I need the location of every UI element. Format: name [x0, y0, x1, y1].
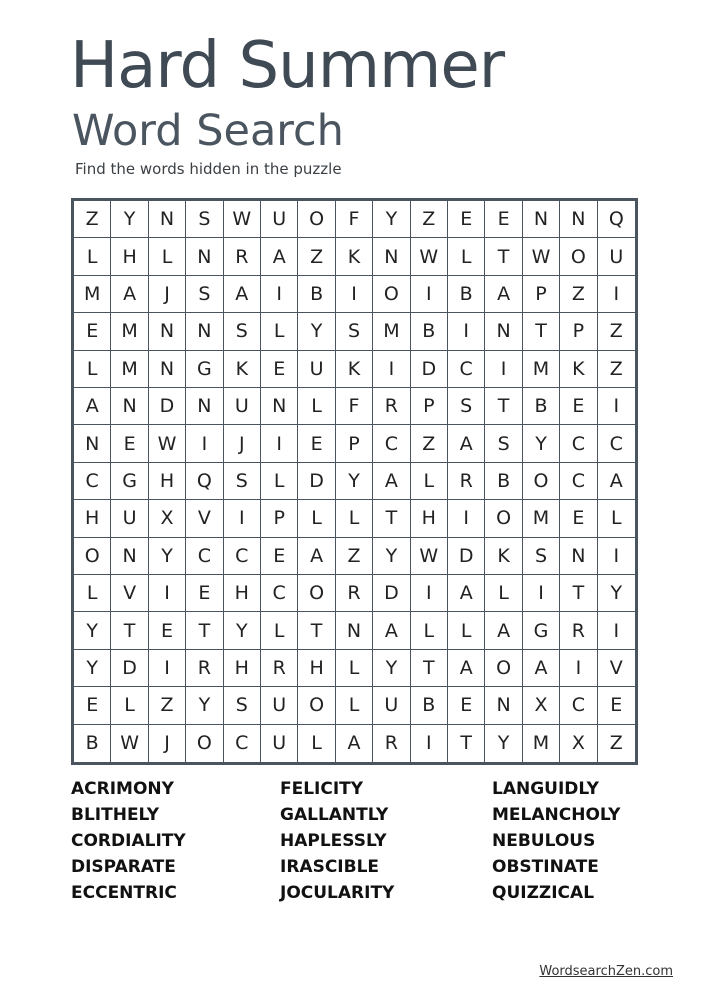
grid-cell: G: [111, 463, 148, 500]
grid-cell: E: [111, 425, 148, 462]
grid-cell: L: [261, 612, 298, 649]
grid-cell: R: [224, 238, 261, 275]
grid-cell: C: [560, 425, 597, 462]
grid-cell: W: [149, 425, 186, 462]
grid-cell: D: [149, 388, 186, 425]
grid-cell: C: [224, 538, 261, 575]
grid-cell: N: [149, 313, 186, 350]
grid-cell: I: [523, 575, 560, 612]
grid-cell: U: [598, 238, 635, 275]
grid-cell: Y: [186, 687, 223, 724]
grid-cell: Z: [609, 732, 623, 755]
grid-cell: L: [261, 313, 298, 350]
grid-cell: B: [448, 276, 485, 313]
page-title: Hard Summer: [70, 29, 505, 103]
grid-cell: Z: [411, 425, 448, 462]
grid-cell: L: [336, 650, 373, 687]
grid-cell: A: [485, 276, 522, 313]
grid-cell: Y: [485, 725, 522, 762]
grid-cell: E: [560, 388, 597, 425]
grid-cell: P: [261, 500, 298, 537]
grid-cell: Z: [598, 351, 635, 388]
grid-cell: N: [186, 388, 223, 425]
grid-cell: O: [186, 725, 223, 762]
grid-cell: A: [224, 276, 261, 313]
grid-cell: K: [560, 351, 597, 388]
grid-cell: E: [448, 201, 485, 238]
grid-cell: N: [186, 313, 223, 350]
grid-cell: I: [448, 500, 485, 537]
grid-cell: T: [560, 575, 597, 612]
grid-cell: J: [149, 276, 186, 313]
grid-cell: Z: [411, 201, 448, 238]
grid-cell: A: [373, 612, 410, 649]
grid-cell: Y: [373, 538, 410, 575]
grid-cell: S: [224, 313, 261, 350]
grid-cell: S: [186, 276, 223, 313]
grid-cell: K: [336, 351, 373, 388]
word-item: FELICITY: [280, 779, 364, 799]
grid-cell: A: [373, 463, 410, 500]
word-item: MELANCHOLY: [492, 805, 621, 825]
grid-cell: E: [149, 612, 186, 649]
grid-cell: G: [186, 351, 223, 388]
grid-cell: N: [111, 388, 148, 425]
grid-cell: Z: [598, 313, 635, 350]
grid-cell: N: [560, 201, 597, 238]
grid-cell: I: [485, 351, 522, 388]
grid-cell: I: [261, 276, 298, 313]
grid-cell: Y: [598, 575, 635, 612]
grid-cell: H: [224, 575, 261, 612]
word-item: IRASCIBLE: [280, 857, 380, 877]
grid-cell: W: [111, 725, 148, 762]
grid-cell: P: [336, 425, 373, 462]
grid-cell: X: [523, 687, 560, 724]
grid-cell: W: [411, 538, 448, 575]
grid-cell: S: [448, 388, 485, 425]
grid-cell: A: [598, 463, 635, 500]
grid-cell: N: [186, 238, 223, 275]
grid-cell: L: [74, 575, 111, 612]
word-item: NEBULOUS: [492, 831, 596, 851]
grid-cell: W: [523, 238, 560, 275]
grid-cell: C: [373, 425, 410, 462]
grid-cell: G: [523, 612, 560, 649]
grid-cell: U: [261, 687, 298, 724]
word-item: JOCULARITY: [280, 883, 395, 903]
grid-cell: B: [485, 463, 522, 500]
grid-cell: I: [411, 725, 448, 762]
instructions-text: Find the words hidden in the puzzle: [75, 160, 342, 178]
grid-cell: B: [411, 687, 448, 724]
grid-cell: V: [598, 650, 635, 687]
grid-cell: A: [111, 276, 148, 313]
grid-cell: Y: [74, 612, 111, 649]
grid-cell: T: [523, 313, 560, 350]
grid-cell: R: [336, 575, 373, 612]
grid-cell: T: [448, 725, 485, 762]
grid-cell: L: [298, 388, 335, 425]
grid-cell: N: [523, 201, 560, 238]
grid-cell: L: [598, 500, 635, 537]
grid-cell: S: [186, 201, 223, 238]
grid-cell: M: [373, 313, 410, 350]
grid-cell: M: [111, 313, 148, 350]
grid-cell: K: [485, 538, 522, 575]
word-item: ACRIMONY: [71, 779, 174, 799]
grid-cell: M: [74, 276, 111, 313]
grid-cell: I: [373, 351, 410, 388]
grid-cell: O: [523, 463, 560, 500]
grid-cell: F: [336, 201, 373, 238]
grid-cell: C: [74, 463, 111, 500]
grid-cell: C: [186, 538, 223, 575]
grid-cell: L: [448, 238, 485, 275]
page-subtitle: Word Search: [72, 106, 344, 156]
grid-cell: J: [224, 425, 261, 462]
grid-cell: I: [224, 500, 261, 537]
grid-cell: N: [261, 388, 298, 425]
grid-cell: B: [523, 388, 560, 425]
grid-cell: Y: [373, 650, 410, 687]
grid-cell: W: [224, 201, 261, 238]
grid-cell: C: [598, 425, 635, 462]
grid-cell: E: [448, 687, 485, 724]
grid-cell: O: [298, 201, 335, 238]
grid-cell: N: [74, 425, 111, 462]
grid-cell: N: [485, 313, 522, 350]
grid-cell: I: [598, 388, 635, 425]
grid-cell: O: [485, 500, 522, 537]
grid-cell: Y: [111, 201, 148, 238]
grid-cell: C: [261, 575, 298, 612]
grid-cell: Y: [336, 463, 373, 500]
grid-cell: R: [373, 725, 410, 762]
grid-cell: Y: [523, 425, 560, 462]
grid-cell: R: [448, 463, 485, 500]
grid-cell: Z: [336, 538, 373, 575]
grid-cell: Y: [149, 538, 186, 575]
grid-cell: N: [111, 538, 148, 575]
grid-cell: Y: [224, 612, 261, 649]
grid-cell: R: [186, 650, 223, 687]
grid-cell: L: [74, 351, 111, 388]
grid-cell: P: [411, 388, 448, 425]
grid-cell: N: [336, 612, 373, 649]
grid-cell: H: [411, 500, 448, 537]
grid-cell: E: [261, 538, 298, 575]
grid-cell: U: [373, 687, 410, 724]
grid-cell: T: [111, 612, 148, 649]
grid-cell: L: [149, 238, 186, 275]
grid-cell: C: [448, 351, 485, 388]
grid-cell: M: [523, 500, 560, 537]
grid-cell: E: [560, 500, 597, 537]
grid-cell: S: [336, 313, 373, 350]
grid-cell: N: [149, 351, 186, 388]
grid-cell: C: [560, 463, 597, 500]
grid-cell: O: [298, 687, 335, 724]
grid-cell: L: [448, 612, 485, 649]
grid-cell: R: [560, 612, 597, 649]
grid-cell: E: [74, 313, 111, 350]
grid-cell: V: [186, 500, 223, 537]
grid-cell: I: [411, 575, 448, 612]
grid-cell: L: [336, 500, 373, 537]
grid-cell: Z: [149, 687, 186, 724]
grid-cell: L: [411, 612, 448, 649]
grid-cell: M: [111, 351, 148, 388]
grid-cell: A: [485, 612, 522, 649]
grid-cell: N: [485, 687, 522, 724]
grid-cell: U: [111, 500, 148, 537]
grid-cell: O: [298, 575, 335, 612]
grid-cell: N: [149, 201, 186, 238]
grid-cell: X: [149, 500, 186, 537]
grid-cell: D: [411, 351, 448, 388]
grid-cell: S: [224, 463, 261, 500]
grid-cell: P: [523, 276, 560, 313]
word-item: OBSTINATE: [492, 857, 599, 877]
grid-cell: N: [373, 238, 410, 275]
grid-cell: H: [74, 500, 111, 537]
grid-cell: A: [261, 238, 298, 275]
grid-cell: X: [560, 725, 597, 762]
grid-cell: J: [149, 725, 186, 762]
grid-cell: L: [411, 463, 448, 500]
grid-cell: U: [261, 201, 298, 238]
grid-cell: B: [298, 276, 335, 313]
word-item: ECCENTRIC: [71, 883, 177, 903]
grid-cell: U: [261, 725, 298, 762]
footer-site-link[interactable]: WordsearchZen.com: [539, 964, 673, 979]
grid-cell: A: [448, 650, 485, 687]
grid-cell: I: [186, 425, 223, 462]
word-item: HAPLESSLY: [280, 831, 387, 851]
grid-cell: T: [186, 612, 223, 649]
grid-cell: L: [485, 575, 522, 612]
grid-cell: L: [336, 687, 373, 724]
word-list-column: [71, 776, 186, 906]
grid-cell: O: [560, 238, 597, 275]
grid-cell: W: [411, 238, 448, 275]
grid-cell: E: [74, 687, 111, 724]
grid-cell: Y: [373, 201, 410, 238]
grid-cell: O: [74, 538, 111, 575]
grid-cell: Q: [186, 463, 223, 500]
grid-cell: T: [298, 612, 335, 649]
word-list-column: [492, 776, 620, 906]
grid-cell: I: [598, 276, 635, 313]
word-list: [0, 776, 707, 906]
grid-cell: S: [224, 687, 261, 724]
grid-cell: M: [523, 351, 560, 388]
grid-cell: L: [298, 500, 335, 537]
grid-cell: A: [74, 388, 111, 425]
grid-cell: H: [224, 650, 261, 687]
word-item: DISPARATE: [71, 857, 176, 877]
grid-cell: I: [411, 276, 448, 313]
grid-cell: I: [598, 538, 635, 575]
grid-cell: I: [261, 425, 298, 462]
grid-cell: A: [336, 725, 373, 762]
grid-cell: Z: [560, 276, 597, 313]
grid-cell: H: [149, 463, 186, 500]
grid-cell: L: [74, 238, 111, 275]
grid-cell: H: [111, 238, 148, 275]
grid-cell: H: [298, 650, 335, 687]
grid-cell: B: [411, 313, 448, 350]
grid-cell: I: [149, 575, 186, 612]
grid-cell: I: [598, 612, 635, 649]
grid-cell: L: [298, 725, 335, 762]
grid-cell: O: [485, 650, 522, 687]
grid-cell: K: [336, 238, 373, 275]
grid-cell: E: [261, 351, 298, 388]
grid-cell: D: [373, 575, 410, 612]
grid-cell: L: [111, 687, 148, 724]
grid-cell: F: [336, 388, 373, 425]
grid-cell: Y: [74, 650, 111, 687]
grid-cell: E: [598, 687, 635, 724]
grid-cell: Z: [74, 201, 111, 238]
grid-cell: T: [485, 388, 522, 425]
word-item: GALLANTLY: [280, 805, 389, 825]
grid-cell: Y: [298, 313, 335, 350]
grid-cell: I: [448, 313, 485, 350]
grid-cell: C: [560, 687, 597, 724]
word-item: CORDIALITY: [71, 831, 186, 851]
word-item: LANGUIDLY: [492, 779, 599, 799]
grid-cell: U: [224, 388, 261, 425]
grid-cell: C: [224, 725, 261, 762]
grid-cell: E: [186, 575, 223, 612]
grid-cell: A: [523, 650, 560, 687]
grid-cell: E: [298, 425, 335, 462]
word-item: BLITHELY: [71, 805, 160, 825]
grid-cell: Q: [598, 201, 635, 238]
grid-cell: V: [111, 575, 148, 612]
grid-cell: A: [298, 538, 335, 575]
grid-cell: A: [448, 575, 485, 612]
grid-cell: T: [485, 238, 522, 275]
grid-cell: O: [373, 276, 410, 313]
grid-cell: U: [298, 351, 335, 388]
word-item: QUIZZICAL: [492, 883, 595, 903]
grid-cell: N: [560, 538, 597, 575]
grid-cell: R: [261, 650, 298, 687]
grid-cell: I: [149, 650, 186, 687]
grid-cell: D: [111, 650, 148, 687]
grid-cell: B: [74, 725, 111, 762]
grid-cell: E: [485, 201, 522, 238]
grid-cell: S: [485, 425, 522, 462]
grid-cell: M: [523, 725, 560, 762]
grid-cell: D: [448, 538, 485, 575]
grid-cell: S: [523, 538, 560, 575]
grid-cell: D: [298, 463, 335, 500]
puzzle-grid: [71, 198, 638, 765]
grid-cell: R: [373, 388, 410, 425]
grid-cell: T: [411, 650, 448, 687]
grid-cell: I: [336, 276, 373, 313]
grid-cell: I: [560, 650, 597, 687]
word-list-column: [280, 776, 394, 906]
grid-cell: Z: [298, 238, 335, 275]
grid-cell: A: [448, 425, 485, 462]
grid-cell: P: [560, 313, 597, 350]
grid-cell: T: [373, 500, 410, 537]
grid-cell: K: [224, 351, 261, 388]
grid-cell: L: [261, 463, 298, 500]
